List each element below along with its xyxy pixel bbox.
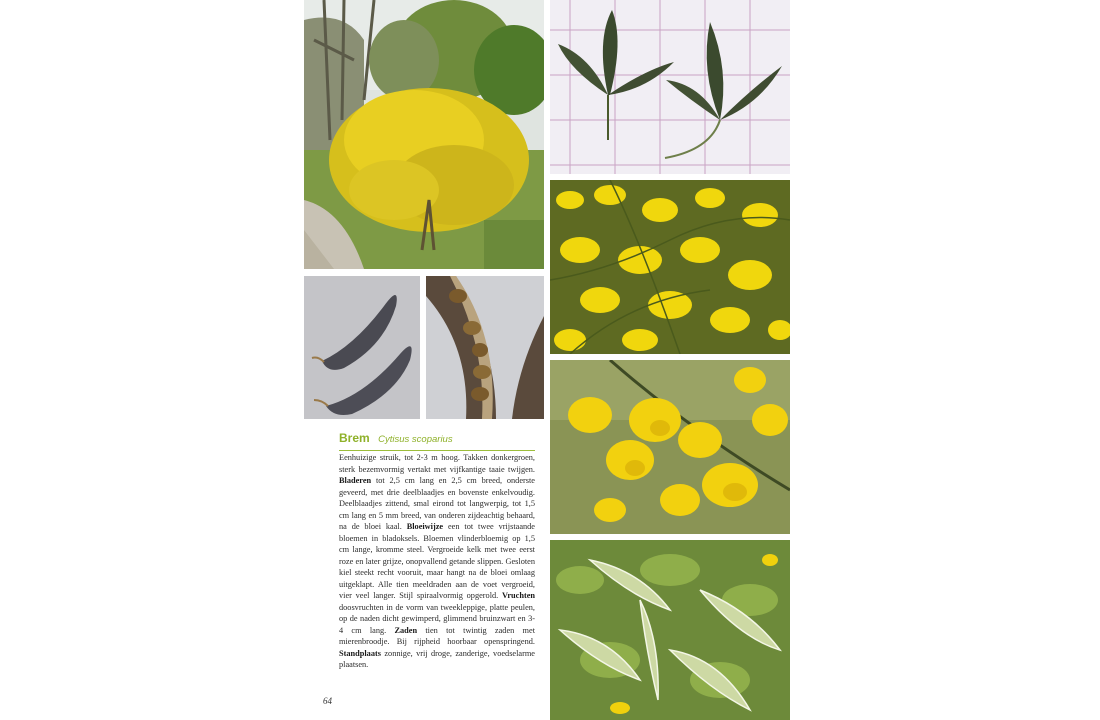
desc-text-bladeren: tot 2,5 cm lang en 2,5 cm breed, onderste geveerd, met drie deelblaadjes en bovenste enkelvoudig. Deelblaadjes zittend, smal eirond tot langwerpig, tot 1,5 cm lang en 5 mm breed, van onderen zijdeachtig behaard, na de bloei kaal. [339,476,535,531]
photo-green-pods [550,540,790,720]
photo-leaves-on-grid [550,0,790,174]
species-description [339,452,535,671]
desc-bold-zaden: Zaden [394,625,418,635]
desc-bold-bloeiwijze: Bloeiwijze [406,522,444,531]
desc-text-vruchten: doosvruchten in de vorm van tweekleppige, platte peulen, op de naden dicht gewimperd, glimmend bruinzwart en 3-4 cm lang. [339,602,535,635]
photo-flower-mass [550,180,790,354]
desc-bold-standplaats: Standplaats [339,648,381,658]
desc-text: Eenhuizige struik, tot 2-3 m hoog. Takken donkergroen, sterk bezemvormig vertakt met vijfkantige taaie twijgen. [339,453,535,474]
desc-text-zaden: tien tot twintig zaden met mierenbroodje. Bij rijpheid hoorbaar openspringend. [339,625,535,646]
species-common-name: Brem [339,431,370,445]
photo-open-pod-seeds [426,276,544,419]
photo-broom-shrub [304,0,544,269]
page-number: 64 [323,696,332,706]
desc-text-standplaats: zonnige, vrij droge, zanderige, voedselarme plaatsen. [339,648,535,669]
photo-flower-closeup [550,360,790,534]
species-title [339,429,535,451]
desc-text-bloeiwijze: een tot twee vrijstaande bloemen in bladoksels. Bloemen vlinderbloemig op 1,5 cm lange, kromme steel. Vergroeide kelk met twee eerst roze en later grijze, onopvallend getande slippen. Gesloten kiel steekt recht vooruit, maar hangt na de bloei omlaag uitgeklapt. Alle tien meeldraden aan de voet vergroeid, vier veel langer. Stijl spiraalvormig opgerold. [339,522,535,600]
desc-bold-vruchten: Vruchten [501,591,535,600]
species-latin-name: Cytisus scoparius [378,434,453,445]
desc-bold-bladeren: Bladeren [339,476,372,485]
photo-seed-pods [304,276,420,419]
